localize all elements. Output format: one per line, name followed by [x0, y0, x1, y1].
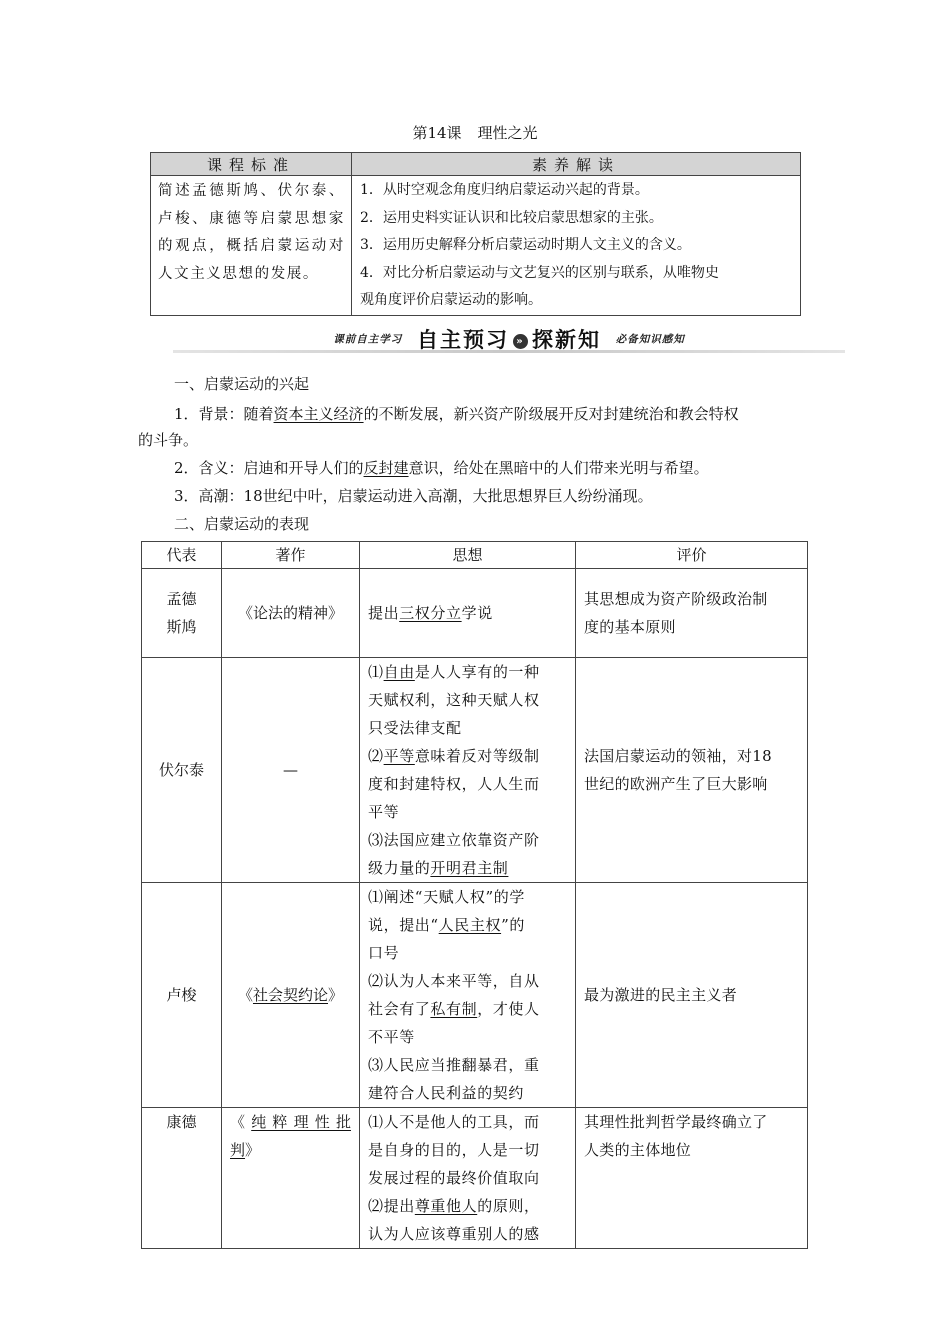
idea-line: 不平等 [368, 1028, 415, 1046]
col-header-work: 著作 [222, 542, 360, 569]
idea-line: 是自身的目的，人是一切 [368, 1141, 540, 1159]
idea-cell [360, 1108, 576, 1249]
work-title: 《论法的精神》 [222, 569, 360, 658]
idea-line: ⑶人民应当推翻暴君，重 [368, 1056, 540, 1074]
section1-item1-cont: 的斗争。 [138, 431, 199, 449]
literacy-item: 3．运用历史解释分析启蒙运动时期人文主义的含义。 [360, 237, 691, 253]
text: 学说 [461, 604, 493, 622]
text: 的原则， [477, 1197, 540, 1215]
text: ⑴ [368, 663, 384, 681]
text: 级力量的 [368, 859, 431, 877]
work-title [222, 1108, 360, 1249]
eval-line: 其理性批判哲学最终确立了 [584, 1113, 768, 1131]
table-header-row [142, 542, 808, 569]
banner-right-label: 必备知识感知 [615, 333, 685, 346]
work-title: — [222, 658, 360, 883]
evaluation-cell [576, 1108, 808, 1249]
standard-text: 简述孟德斯鸠、伏尔泰、卢梭、康德等启蒙思想家的观点，概括启蒙运动对人文主义思想的发展。 [151, 176, 352, 316]
table-row-kant [142, 1108, 808, 1249]
lesson-title [0, 122, 950, 143]
name-line: 孟德 [166, 590, 197, 608]
enlightenment-table [141, 541, 808, 1249]
key-term: 三权分立 [399, 604, 462, 622]
eval-line: 人类的主体地位 [584, 1141, 692, 1159]
literacy-item: 2．运用史料实证认识和比较启蒙思想家的主张。 [360, 209, 663, 226]
key-term: 人民主权 [438, 916, 502, 934]
idea-line: 建符合人民利益的契约 [368, 1084, 525, 1102]
thinker-name: 伏尔泰 [142, 658, 222, 883]
key-term: 资本主义经济 [273, 405, 364, 423]
key-term: 自由 [383, 663, 415, 681]
idea-line [368, 658, 567, 686]
col-header-idea: 思想 [360, 542, 576, 569]
key-term: 私有制 [430, 1000, 478, 1018]
text: ，才使人 [477, 1000, 540, 1018]
text: 》 [328, 986, 344, 1004]
text: 提出 [368, 604, 400, 622]
evaluation-cell: 最为激进的民主主义者 [576, 883, 808, 1108]
double-arrow-icon: » [513, 334, 528, 349]
table-row-rousseau [142, 883, 808, 1108]
idea-cell [360, 883, 576, 1108]
banner-main-a: 自主预习 [417, 328, 509, 352]
text: 》 [245, 1141, 261, 1159]
col-header-representative: 代表 [142, 542, 222, 569]
work-title [222, 883, 360, 1108]
idea-line [368, 854, 567, 882]
standards-header-left: 课程标准 [151, 153, 352, 176]
evaluation-cell [576, 569, 808, 658]
key-term: 平等 [383, 747, 415, 765]
curriculum-standards-table [150, 152, 801, 316]
standards-body-row [151, 176, 801, 316]
text: 2．含义：启迪和开导人们的 [174, 459, 364, 477]
text: ⑵提出 [368, 1197, 415, 1215]
idea-line: 天赋权利，这种天赋人权 [368, 691, 540, 709]
literacy-list [352, 176, 801, 316]
work-line [230, 1108, 351, 1136]
key-term: 社会契约论 [252, 986, 328, 1004]
table-row-voltaire [142, 658, 808, 883]
thinker-name: 康德 [142, 1108, 222, 1249]
section1-item2 [174, 456, 709, 480]
idea-line [368, 911, 567, 939]
idea-cell [360, 658, 576, 883]
idea-line: 口号 [368, 944, 400, 962]
lesson-name: 理性之光 [477, 124, 538, 142]
banner-main-b: 探新知 [532, 328, 601, 352]
evaluation-cell [576, 658, 808, 883]
text: ”的 [501, 916, 525, 934]
key-term: 判 [230, 1141, 246, 1159]
idea-line [368, 995, 567, 1023]
section1-item3: 3．高潮：18世纪中叶，启蒙运动进入高潮，大批思想界巨人纷纷涌现。 [174, 487, 653, 505]
key-term: 纯粹理性批 [251, 1113, 351, 1131]
eval-line: 度的基本原则 [584, 618, 676, 636]
literacy-item: 观角度评价启蒙运动的影响。 [360, 292, 542, 308]
section1-heading: 一、启蒙运动的兴起 [174, 375, 310, 393]
standards-header-row [151, 153, 801, 176]
literacy-item: 4．对比分析启蒙运动与文艺复兴的区别与联系，从唯物史 [360, 264, 719, 281]
text: 1．背景：随着 [174, 405, 274, 423]
eval-line: 世纪的欧洲产生了巨大影响 [584, 775, 768, 793]
idea-line: ⑶法国应建立依靠资产阶 [368, 831, 540, 849]
section-banner [173, 324, 845, 360]
idea-line: 发展过程的最终价值取向 [368, 1169, 540, 1187]
thinker-name [142, 569, 222, 658]
text: 的不断发展，新兴资产阶级展开反对封建统治和教会特权 [363, 405, 739, 423]
thinker-name: 卢梭 [142, 883, 222, 1108]
col-header-evaluation: 评价 [576, 542, 808, 569]
text: 意味着反对等级制 [414, 747, 540, 765]
work-line [230, 1136, 351, 1164]
text: 意识，给处在黑暗中的人们带来光明与希望。 [408, 459, 709, 477]
standards-header-right: 素养解读 [352, 153, 801, 176]
idea-line: 平等 [368, 803, 400, 821]
table-row-montesquieu [142, 569, 808, 658]
idea-line: 只受法律支配 [368, 719, 462, 737]
idea-line [368, 742, 567, 770]
key-term: 开明君主制 [430, 859, 509, 877]
text: 是人人享有的一种 [414, 663, 540, 681]
banner-left-label: 课前自主学习 [333, 333, 403, 346]
idea-line: ⑴阐述“天赋人权”的学 [368, 888, 525, 906]
idea-line: 认为人应该尊重别人的感 [368, 1225, 540, 1243]
key-term: 反封建 [363, 459, 409, 477]
text: 《 [237, 986, 253, 1004]
text: ⑵ [368, 747, 384, 765]
section1-item1 [174, 402, 739, 426]
idea-line: ⑵认为人本来平等，自从 [368, 972, 540, 990]
idea-cell [360, 569, 576, 658]
idea-line: ⑴人不是他人的工具，而 [368, 1113, 540, 1131]
text: 《 [230, 1113, 252, 1131]
key-term: 尊重他人 [414, 1197, 478, 1215]
banner-main-title [417, 328, 601, 352]
idea-line [368, 1192, 567, 1220]
section2-heading: 二、启蒙运动的表现 [174, 515, 310, 533]
lesson-number: 第14课 [412, 124, 462, 142]
text: 说，提出“ [368, 916, 439, 934]
idea-line: 度和封建特权，人人生而 [368, 775, 540, 793]
literacy-item: 1．从时空观念角度归纳启蒙运动兴起的背景。 [360, 182, 649, 198]
eval-line: 其思想成为资产阶级政治制 [584, 590, 768, 608]
text: 社会有了 [368, 1000, 431, 1018]
eval-line: 法国启蒙运动的领袖，对18 [584, 747, 772, 765]
name-line: 斯鸠 [166, 618, 197, 636]
